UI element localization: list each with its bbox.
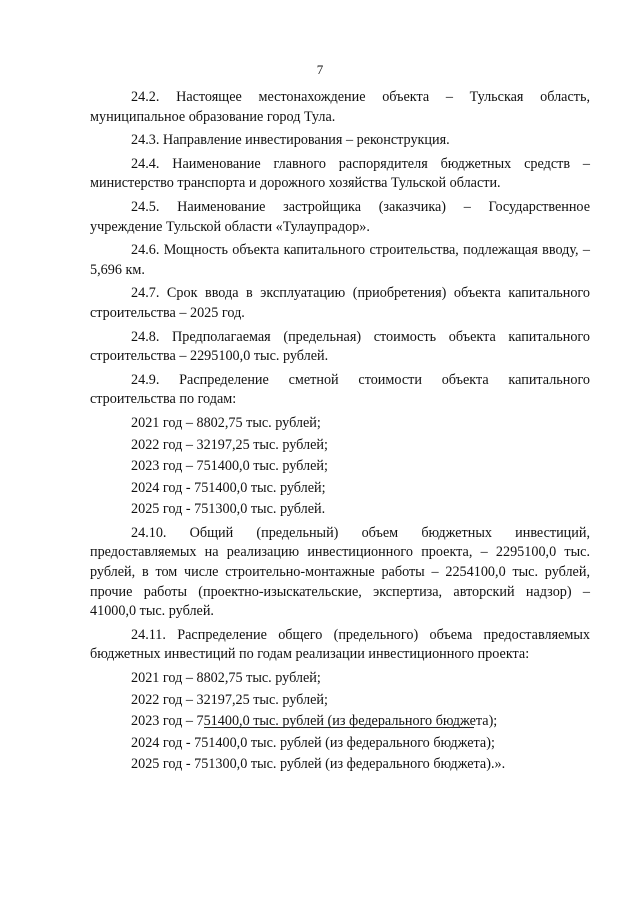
paragraph-24-2: 24.2. Настоящее местонахождение объекта – Тульская область, муниципальное образование город Тула. (90, 89, 590, 125)
year-line: 2022 год – 32197,25 тыс. рублей; (131, 436, 328, 453)
year-line: 2023 год – 751400,0 тыс. рублей (из федерального бюджета); (131, 713, 498, 730)
paragraph-24-9: 24.9. Распределение сметной стоимости объекта капитального строительства по годам: (90, 371, 590, 408)
paragraph-24-7: 24.7. Срок ввода в эксплуатацию (приобретения) объекта капитального строительства – 2025 год. (90, 285, 590, 321)
year-line: 2021 год – 8802,75 тыс. рублей; (131, 414, 321, 431)
year-line: 2022 год – 32197,25 тыс. рублей; (131, 691, 328, 708)
document-body (90, 88, 590, 777)
closing-divider-line (204, 727, 474, 728)
paragraph-24-3: 24.3. Направление инвестирования – реконструкция. (131, 132, 450, 149)
year-line: 2024 год - 751400,0 тыс. рублей (из федерального бюджета); (131, 734, 495, 751)
paragraph-24-11: 24.11. Распределение общего (предельного) объема предоставляемых бюджетных инвестиций по годам реализации инвестиционного проекта: (90, 626, 590, 663)
year-line: 2025 год - 751300,0 тыс. рублей (из федерального бюджета).». (131, 756, 506, 773)
year-line: 2025 год - 751300,0 тыс. рублей. (131, 501, 326, 518)
year-line: 2021 год – 8802,75 тыс. рублей; (131, 670, 321, 687)
year-line: 2023 год – 751400,0 тыс. рублей; (131, 458, 328, 475)
year-line: 2024 год - 751400,0 тыс. рублей; (131, 479, 326, 496)
paragraph-24-4: 24.4. Наименование главного распорядителя бюджетных средств – министерство транспорта и дорожного хозяйства Тульской области. (90, 155, 590, 192)
paragraph-24-5: 24.5. Наименование застройщика (заказчика) – Государственное учреждение Тульской области «Тулаупрадор». (90, 198, 590, 235)
paragraph-24-8: 24.8. Предполагаемая (предельная) стоимость объекта капитального строительства – 2295100,0 тыс. рублей. (90, 328, 590, 365)
paragraph-24-10: 24.10. Общий (предельный) объем бюджетных инвестиций, предоставляемых на реализацию инвестиционного проекта, – 2295100,0 тыс. рублей, в том числе строительно-монтажные работы – 2254100,0 тыс. рублей, прочие работы (проектно-изыскательские, экспертиза, авторский надзор) – 41000,0 тыс. рублей. (90, 524, 590, 620)
page-number: 7 (316, 62, 324, 77)
paragraph-24-6: 24.6. Мощность объекта капитального строительства, подлежащая вводу, – 5,696 км. (90, 242, 590, 278)
